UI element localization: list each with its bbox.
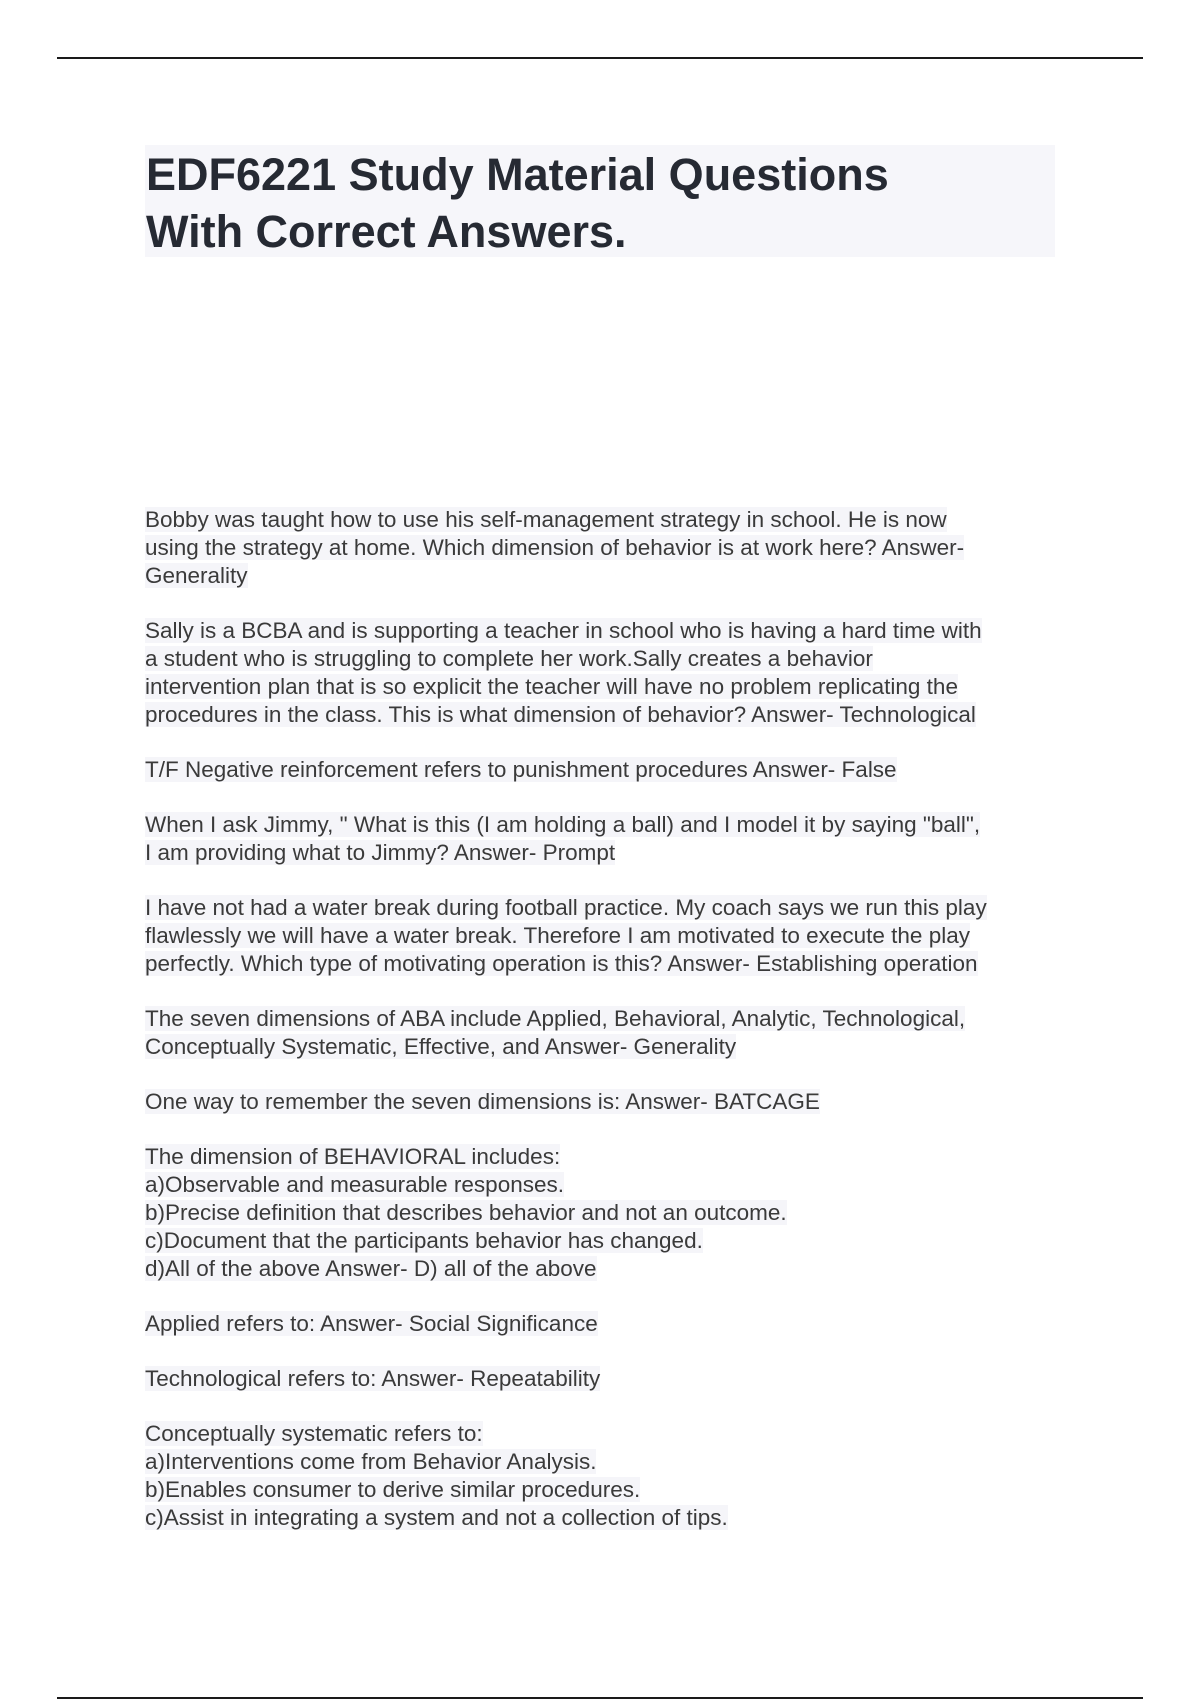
qa-item-5 (145, 894, 1065, 978)
qa-text: Applied refers to: Answer- Social Significance (145, 1311, 598, 1336)
qa-item-11 (145, 1420, 1065, 1532)
qa-text: The dimension of BEHAVIORAL includes: a)Observable and measurable responses. b)Precise definition that describes behavior and not an outcome. c)Document that the participants behavior has changed. d)All of the above Answer- D) all of the above (145, 1144, 787, 1281)
qa-item-7 (145, 1088, 1065, 1116)
document-title (146, 146, 1046, 260)
qa-text: I have not had a water break during football practice. My coach says we run this play flawlessly we will have a water break. Therefore I am motivated to execute the play perfectly. Which type of motivating operation is this? Answer- Establishing operation (145, 895, 987, 976)
qa-text: Conceptually systematic refers to: a)Interventions come from Behavior Analysis. b)Enables consumer to derive similar procedures. c)Assist in integrating a system and not a collection of tips. (145, 1421, 728, 1530)
qa-item-8 (145, 1143, 1065, 1283)
title-line-2: With Correct Answers. (146, 206, 627, 257)
qa-text: Technological refers to: Answer- Repeatability (145, 1366, 601, 1391)
qa-text: Sally is a BCBA and is supporting a teacher in school who is having a hard time with a student who is struggling to complete her work.Sally creates a behavior intervention plan that is so explicit the teacher will have no problem replicating the procedures in the class. This is what dimension of behavior? Answer- Technological (145, 618, 982, 727)
top-rule (57, 57, 1143, 59)
qa-item-3 (145, 756, 1065, 784)
qa-text: T/F Negative reinforcement refers to punishment procedures Answer- False (145, 757, 897, 782)
qa-item-10 (145, 1365, 1065, 1393)
title-line-1: EDF6221 Study Material Questions (146, 149, 889, 200)
qa-text: One way to remember the seven dimensions is: Answer- BATCAGE (145, 1089, 820, 1114)
qa-item-2 (145, 617, 1065, 729)
bottom-rule (57, 1697, 1143, 1699)
qa-text: Bobby was taught how to use his self-management strategy in school. He is now using the strategy at home. Which dimension of behavior is at work here? Answer- Generality (145, 507, 965, 588)
qa-item-1 (145, 506, 1065, 590)
question-answer-list (145, 506, 1065, 1559)
qa-text: The seven dimensions of ABA include Applied, Behavioral, Analytic, Technological, Conceptually Systematic, Effective, and Answer- Generality (145, 1006, 966, 1059)
qa-item-9 (145, 1310, 1065, 1338)
qa-item-4 (145, 811, 1065, 867)
qa-item-6 (145, 1005, 1065, 1061)
qa-text: When I ask Jimmy, " What is this (I am holding a ball) and I model it by saying "ball", I am providing what to Jimmy? Answer- Prompt (145, 812, 981, 865)
